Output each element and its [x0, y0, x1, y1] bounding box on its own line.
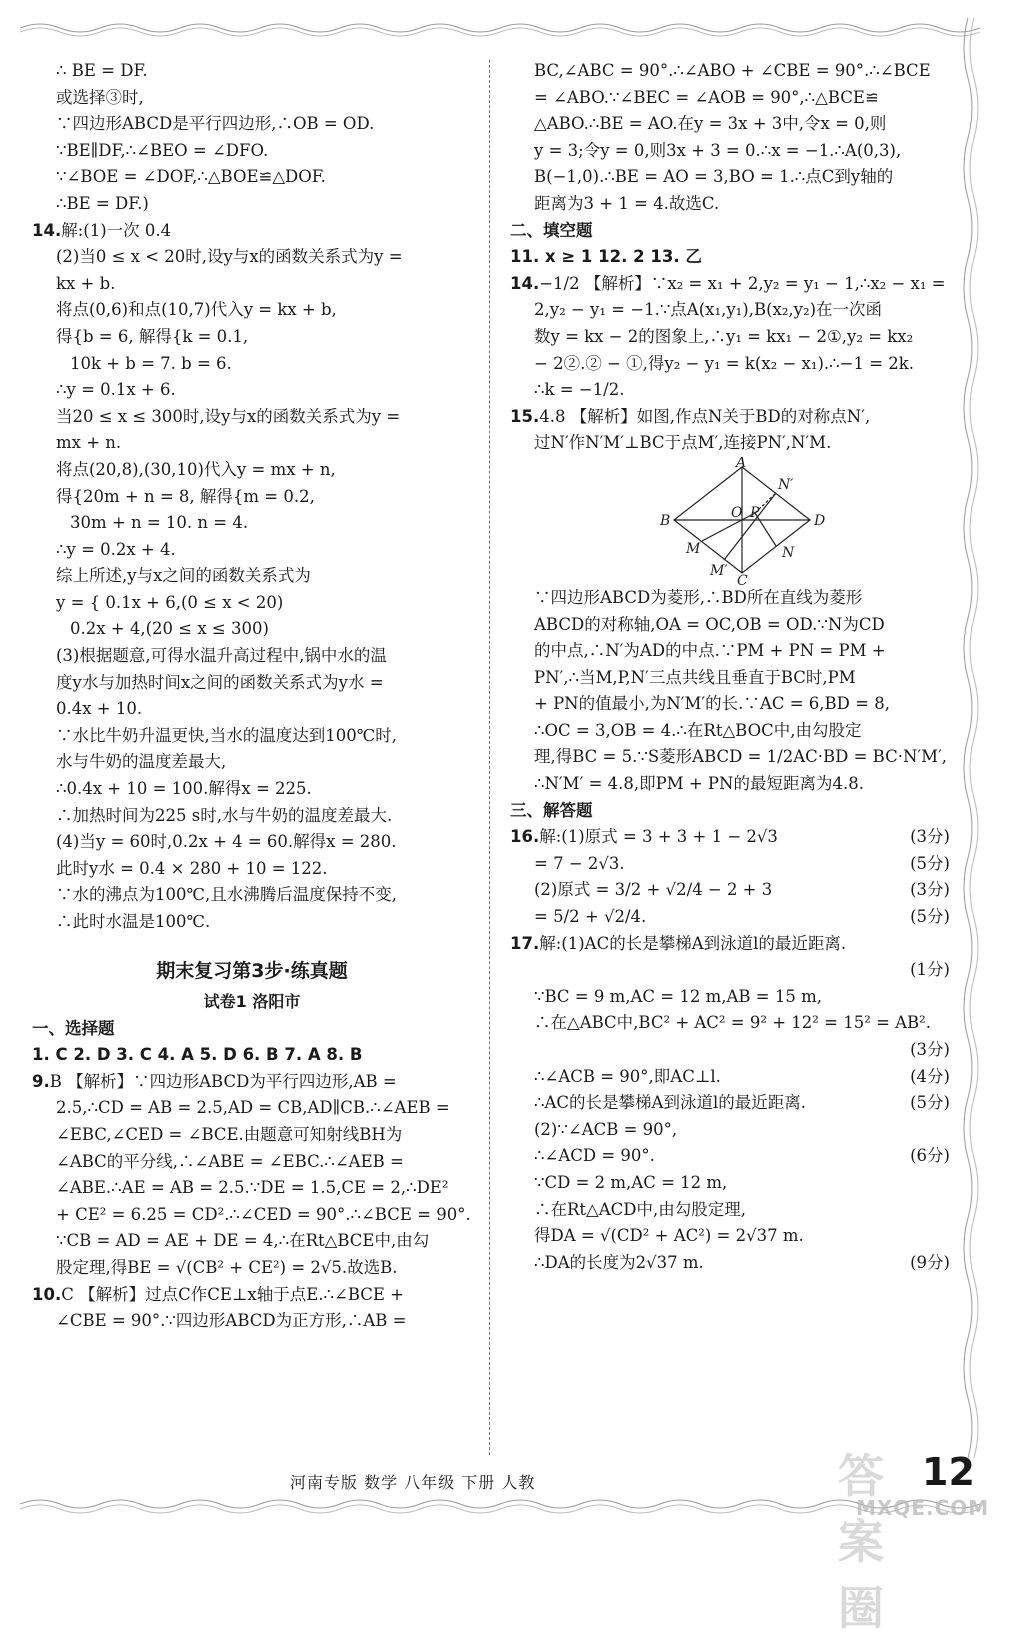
text-line — [32, 882, 472, 909]
text-line — [510, 877, 950, 904]
text-line — [32, 111, 472, 138]
score-note: (9分) — [910, 1252, 950, 1272]
text-line — [32, 244, 472, 271]
question-number: 9. — [32, 1071, 50, 1091]
text-line — [32, 723, 472, 750]
text-line — [510, 1143, 950, 1170]
text-line — [32, 377, 472, 404]
line-text: 当20 ≤ x ≤ 300时,设y与x的函数关系式为y = — [56, 406, 401, 426]
left-column — [32, 58, 472, 1335]
line-text: ∴∠ACD = 90°. — [534, 1146, 655, 1166]
rhombus-diagram — [510, 457, 950, 585]
page-footer: 河南专版 数学 八年级 下册 人教 — [290, 1473, 536, 1492]
line-text: ∵BC = 9 m,AC = 12 m,AB = 15 m, — [534, 986, 822, 1006]
text-line — [32, 537, 472, 564]
line-text: 度y水与加热时间x之间的函数关系式为y水 = — [56, 672, 384, 692]
text-line — [510, 957, 950, 984]
text-line — [510, 191, 950, 218]
text-line — [32, 164, 472, 191]
line-text: ∴此时水温是100℃. — [56, 912, 211, 931]
line-text: 10k + b = 7. b = 6. — [70, 353, 232, 373]
section-title: 期末复习第3步·练真题 — [156, 959, 348, 982]
line-text: ∴∠ACB = 90°,即AC⊥l. — [534, 1066, 721, 1086]
line-text: B 【解析】∵四边形ABCD为平行四边形,AB = — [49, 1071, 397, 1091]
label-a: A — [736, 456, 747, 471]
line-text: BC,∠ABC = 90°.∴∠ABO + ∠CBE = 90°.∴∠BCE — [534, 61, 931, 80]
text-line — [32, 643, 472, 670]
score-note: (5分) — [910, 1093, 950, 1113]
line-text: B(−1,0).∴BE = AO = 3,BO = 1.∴点C到y轴的 — [534, 167, 894, 187]
text-line — [510, 1037, 950, 1064]
text-line — [32, 1228, 472, 1255]
text-line — [32, 776, 472, 803]
text-line — [510, 665, 950, 692]
right-border-decoration — [958, 18, 988, 1478]
line-text: 三、解答题 — [510, 800, 593, 820]
line-text: 过N′作N′M′⊥BC于点M′,连接PN′,N′M. — [534, 433, 832, 453]
text-line — [32, 1122, 472, 1149]
line-text: ∠ABE.∴AE = AB = 2.5.∵DE = 1.5,CE = 2,∴DE² — [56, 1178, 449, 1198]
text-line — [510, 377, 950, 404]
text-line — [510, 691, 950, 718]
score-note: (6分) — [910, 1146, 950, 1166]
question-number: 16. — [510, 827, 540, 847]
segment-m-p — [702, 513, 755, 541]
text-line — [510, 744, 950, 771]
label-n-prime: N′ — [778, 476, 794, 493]
line-text: ∵BE∥DF,∴∠BEO = ∠DFO. — [56, 140, 269, 160]
text-line — [32, 1308, 472, 1335]
text-line — [510, 1250, 950, 1277]
text-line — [510, 798, 950, 825]
line-text: ∴在Rt△ACD中,由勾股定理, — [534, 1199, 747, 1219]
text-line — [510, 851, 950, 878]
text-line — [32, 670, 472, 697]
line-text: 将点(20,8),(30,10)代入y = mx + n, — [56, 459, 336, 479]
score-note: (5分) — [910, 853, 950, 873]
column-divider — [489, 60, 490, 1455]
text-line — [32, 1175, 472, 1202]
right-answer-lines — [510, 585, 950, 1276]
line-text: = 5/2 + √2/4. — [534, 907, 647, 927]
page-number: 12 — [922, 1450, 975, 1494]
text-line — [510, 351, 950, 378]
text-line — [32, 324, 472, 351]
text-line — [32, 271, 472, 298]
score-note: (4分) — [910, 1066, 950, 1086]
label-n: N — [782, 544, 795, 561]
text-line — [510, 824, 950, 851]
line-text: ∵CD = 2 m,AC = 12 m, — [534, 1172, 728, 1192]
line-text: ∴在△ABC中,BC² + AC² = 9² + 12² = 15² = AB². — [534, 1013, 932, 1033]
text-line — [32, 1255, 472, 1282]
line-text: (2)∵∠ACB = 90°, — [534, 1119, 678, 1139]
line-text: 得{b = 6, 解得{k = 0.1, — [56, 326, 249, 346]
text-line — [510, 771, 950, 798]
text-line — [510, 404, 950, 431]
label-d: D — [814, 512, 826, 529]
text-line — [32, 58, 472, 85]
text-line — [510, 164, 950, 191]
text-line — [510, 1117, 950, 1144]
line-text: 得{20m + n = 8, 解得{m = 0.2, — [56, 486, 315, 506]
line-text: PN′,∴当M,P,N′三点共线且垂直于BC时,PM — [534, 667, 856, 687]
line-text: ∴AC的长是攀梯A到泳道l的最近距离. — [534, 1093, 806, 1113]
line-text: 将点(0,6)和点(10,7)代入y = kx + b, — [56, 300, 337, 320]
text-line — [32, 1095, 472, 1122]
line-text: ∠CBE = 90°.∵四边形ABCD为正方形,∴AB = — [56, 1311, 407, 1331]
text-line — [510, 85, 950, 112]
right-column — [510, 58, 950, 1276]
segment-n2-m2 — [724, 493, 776, 560]
line-text: ∴k = −1/2. — [534, 380, 625, 400]
line-text: ∴加热时间为225 s时,水与牛奶的温度差最大. — [56, 805, 393, 825]
line-text: ∴y = 0.1x + 6. — [56, 380, 176, 400]
line-text: 0.4x + 10. — [56, 699, 143, 719]
line-text: 2,y₂ − y₁ = −1.∵点A(x₁,y₁),B(x₂,y₂)在一次函 — [534, 300, 883, 320]
line-text: 1. C 2. D 3. C 4. A 5. D 6. B 7. A 8. B — [32, 1045, 363, 1065]
line-text: (4)当y = 60时,0.2x + 4 = 60.解得x = 280. — [56, 832, 397, 852]
line-text: − 2②.② − ①,得y₂ − y₁ = k(x₂ − x₁).∴−1 = 2k. — [534, 353, 915, 373]
line-text: ∠EBC,∠CED = ∠BCE.由题意可知射线BH为 — [56, 1124, 403, 1144]
bottom-border-decoration — [20, 1494, 980, 1518]
text-line — [32, 297, 472, 324]
score-note: (3分) — [910, 1040, 950, 1059]
text-line — [510, 297, 950, 324]
text-line — [510, 984, 950, 1011]
watermark-text: 答案圈 — [838, 1449, 884, 1635]
right-solution-lines — [510, 58, 950, 457]
line-text: 4.8 【解析】如图,作点N关于BD的对称点N′, — [539, 406, 871, 426]
line-text: (2)原式 = 3/2 + √2/4 − 2 + 3 — [534, 880, 773, 900]
text-line — [32, 430, 472, 457]
text-line — [32, 696, 472, 723]
text-line — [510, 218, 950, 245]
question-number: 14. — [510, 273, 540, 293]
line-text: ∵∠BOE = ∠DOF,∴△BOE≌△DOF. — [56, 167, 326, 187]
line-text: 0.2x + 4,(20 ≤ x ≤ 300) — [70, 619, 269, 639]
text-line — [32, 909, 472, 936]
text-line — [32, 1069, 472, 1096]
line-text: 解:(1)一次 0.4 — [61, 220, 172, 240]
line-text: ∴N′M′ = 4.8,即PM + PN的最短距离为4.8. — [534, 774, 864, 794]
line-text: ∴0.4x + 10 = 100.解得x = 225. — [56, 779, 312, 799]
line-text: −1/2 【解析】∵x₂ = x₁ + 2,y₂ = y₁ − 1,∴x₂ − x₁ = — [539, 273, 946, 293]
label-m-prime: M′ — [710, 562, 728, 579]
line-text: 股定理,得BE = √(CB² + CE²) = 2√5.故选B. — [56, 1257, 398, 1277]
label-o: O — [731, 504, 743, 521]
line-text: 一、选择题 — [32, 1018, 115, 1038]
line-text: ∴DA的长度为2√37 m. — [534, 1252, 704, 1272]
line-text: ∴BE = DF.) — [56, 193, 149, 213]
line-text: 距离为3 + 1 = 4.故选C. — [534, 193, 720, 213]
line-text: + PN的值最小,为N′M′的长.∵AC = 6,BD = 8, — [534, 694, 890, 714]
line-text: 的中点,∴N′为AD的中点.∵PM + PN = PM + — [534, 641, 886, 661]
rhombus-figure — [510, 457, 950, 585]
text-line — [32, 457, 472, 484]
text-line — [32, 856, 472, 883]
score-note: (3分) — [910, 827, 950, 847]
text-line — [32, 616, 472, 643]
line-text: ∵四边形ABCD是平行四边形,∴OB = OD. — [56, 114, 375, 134]
label-b: B — [660, 512, 671, 529]
text-line — [510, 612, 950, 639]
line-text: mx + n. — [56, 433, 122, 453]
line-text: ∠ABC的平分线,∴∠ABE = ∠EBC.∴∠AEB = — [56, 1151, 404, 1171]
line-text: ∴y = 0.2x + 4. — [56, 539, 176, 559]
left-answer-lines — [32, 1016, 472, 1335]
label-c: C — [737, 572, 748, 585]
text-line — [510, 718, 950, 745]
line-text: 数y = kx − 2的图象上,∴y₁ = kx₁ − 2①,y₂ = kx₂ — [534, 326, 914, 346]
text-line — [32, 563, 472, 590]
line-text: y = { 0.1x + 6,(0 ≤ x < 20) — [56, 592, 284, 612]
text-line — [510, 430, 950, 457]
label-p: P — [750, 504, 760, 521]
line-text: ∴OC = 3,OB = 4.∴在Rt△BOC中,由勾股定 — [534, 720, 862, 740]
text-line — [32, 1202, 472, 1229]
watermark-url: MXQE.COM — [856, 1496, 990, 1520]
line-text: ∵四边形ABCD为菱形,∴BD所在直线为菱形 — [534, 587, 863, 607]
text-line — [510, 271, 950, 298]
text-line — [32, 803, 472, 830]
line-text: 解:(1)原式 = 3 + 3 + 1 − 2√3 — [539, 827, 778, 847]
text-line — [32, 484, 472, 511]
left-solution-lines — [32, 58, 472, 936]
line-text: 二、填空题 — [510, 220, 593, 240]
text-line — [32, 218, 472, 245]
text-line — [510, 1170, 950, 1197]
text-line — [510, 324, 950, 351]
text-line — [32, 510, 472, 537]
question-number: 14. — [32, 220, 62, 240]
line-text: 得DA = √(CD² + AC²) = 2√37 m. — [534, 1226, 804, 1246]
line-text: C 【解析】过点C作CE⊥x轴于点E.∴∠BCE + — [61, 1284, 405, 1304]
line-text: ∵水的沸点为100℃,且水沸腾后温度保持不变, — [56, 885, 397, 905]
text-line — [32, 138, 472, 165]
text-line — [510, 585, 950, 612]
text-line — [32, 351, 472, 378]
line-text: △ABO.∴BE = AO.在y = 3x + 3中,令x = 0,则 — [534, 114, 887, 134]
line-text: 或选择③时, — [56, 87, 144, 107]
section-subtitle: 试卷1 洛阳市 — [203, 991, 301, 1011]
text-line — [510, 638, 950, 665]
line-text: 综上所述,y与x之间的函数关系式为 — [56, 566, 311, 586]
text-line — [32, 590, 472, 617]
line-text: 理,得BC = 5.∵S菱形ABCD = 1/2AC·BD = BC·N′M′, — [534, 747, 948, 767]
top-border-decoration — [20, 18, 980, 40]
text-line — [510, 1197, 950, 1224]
text-line — [510, 1223, 950, 1250]
score-note: (1分) — [910, 960, 950, 980]
text-line — [510, 58, 950, 85]
text-line — [510, 111, 950, 138]
line-text: 30m + n = 10. n = 4. — [70, 513, 249, 533]
text-line — [32, 829, 472, 856]
line-text: ∵CB = AD = AE + DE = 4,∴在Rt△BCE中,由勾 — [56, 1231, 430, 1251]
text-line — [32, 85, 472, 112]
score-note: (3分) — [910, 880, 950, 900]
text-line — [510, 1010, 950, 1037]
text-line — [32, 404, 472, 431]
text-line — [32, 1016, 472, 1043]
text-line — [510, 904, 950, 931]
text-line — [32, 1282, 472, 1309]
line-text: (3)根据题意,可得水温升高过程中,锅中水的温 — [56, 646, 387, 666]
text-line — [32, 191, 472, 218]
line-text: y = 3;令y = 0,则3x + 3 = 0.∴x = −1.∴A(0,3), — [534, 140, 902, 160]
line-text: (2)当0 ≤ x < 20时,设y与x的函数关系式为y = — [56, 247, 403, 267]
text-line — [32, 1149, 472, 1176]
line-text: kx + b. — [56, 273, 116, 293]
score-note: (5分) — [910, 907, 950, 927]
label-m: M — [686, 540, 701, 557]
line-text: = 7 − 2√3. — [534, 853, 625, 873]
line-text: 11. x ≥ 1 12. 2 13. 乙 — [510, 247, 702, 267]
text-line — [510, 138, 950, 165]
text-line — [510, 1090, 950, 1117]
line-text: ABCD的对称轴,OA = OC,OB = OD.∵N为CD — [534, 614, 885, 634]
question-number: 10. — [32, 1284, 62, 1304]
question-number: 15. — [510, 406, 540, 426]
text-line — [510, 244, 950, 271]
text-line — [32, 749, 472, 776]
line-text: ∴ BE = DF. — [56, 61, 148, 80]
line-text: ∵水比牛奶升温更快,当水的温度达到100℃时, — [56, 725, 397, 745]
text-line — [32, 1042, 472, 1069]
question-number: 17. — [510, 933, 540, 953]
line-text: = ∠ABO.∵∠BEC = ∠AOB = 90°,∴△BCE≌ — [534, 87, 879, 107]
line-text: 此时y水 = 0.4 × 280 + 10 = 122. — [56, 858, 328, 878]
line-text: + CE² = 6.25 = CD².∴∠CED = 90°.∴∠BCE = 90°. — [56, 1204, 471, 1224]
text-line — [510, 1064, 950, 1091]
line-text: 解:(1)AC的长是攀梯A到泳道l的最近距离. — [539, 933, 847, 953]
line-text: 水与牛奶的温度差最大, — [56, 752, 227, 772]
line-text: 2.5,∴CD = AB = 2.5,AD = CB,AD∥CB.∴∠AEB = — [56, 1098, 450, 1118]
text-line — [510, 931, 950, 958]
